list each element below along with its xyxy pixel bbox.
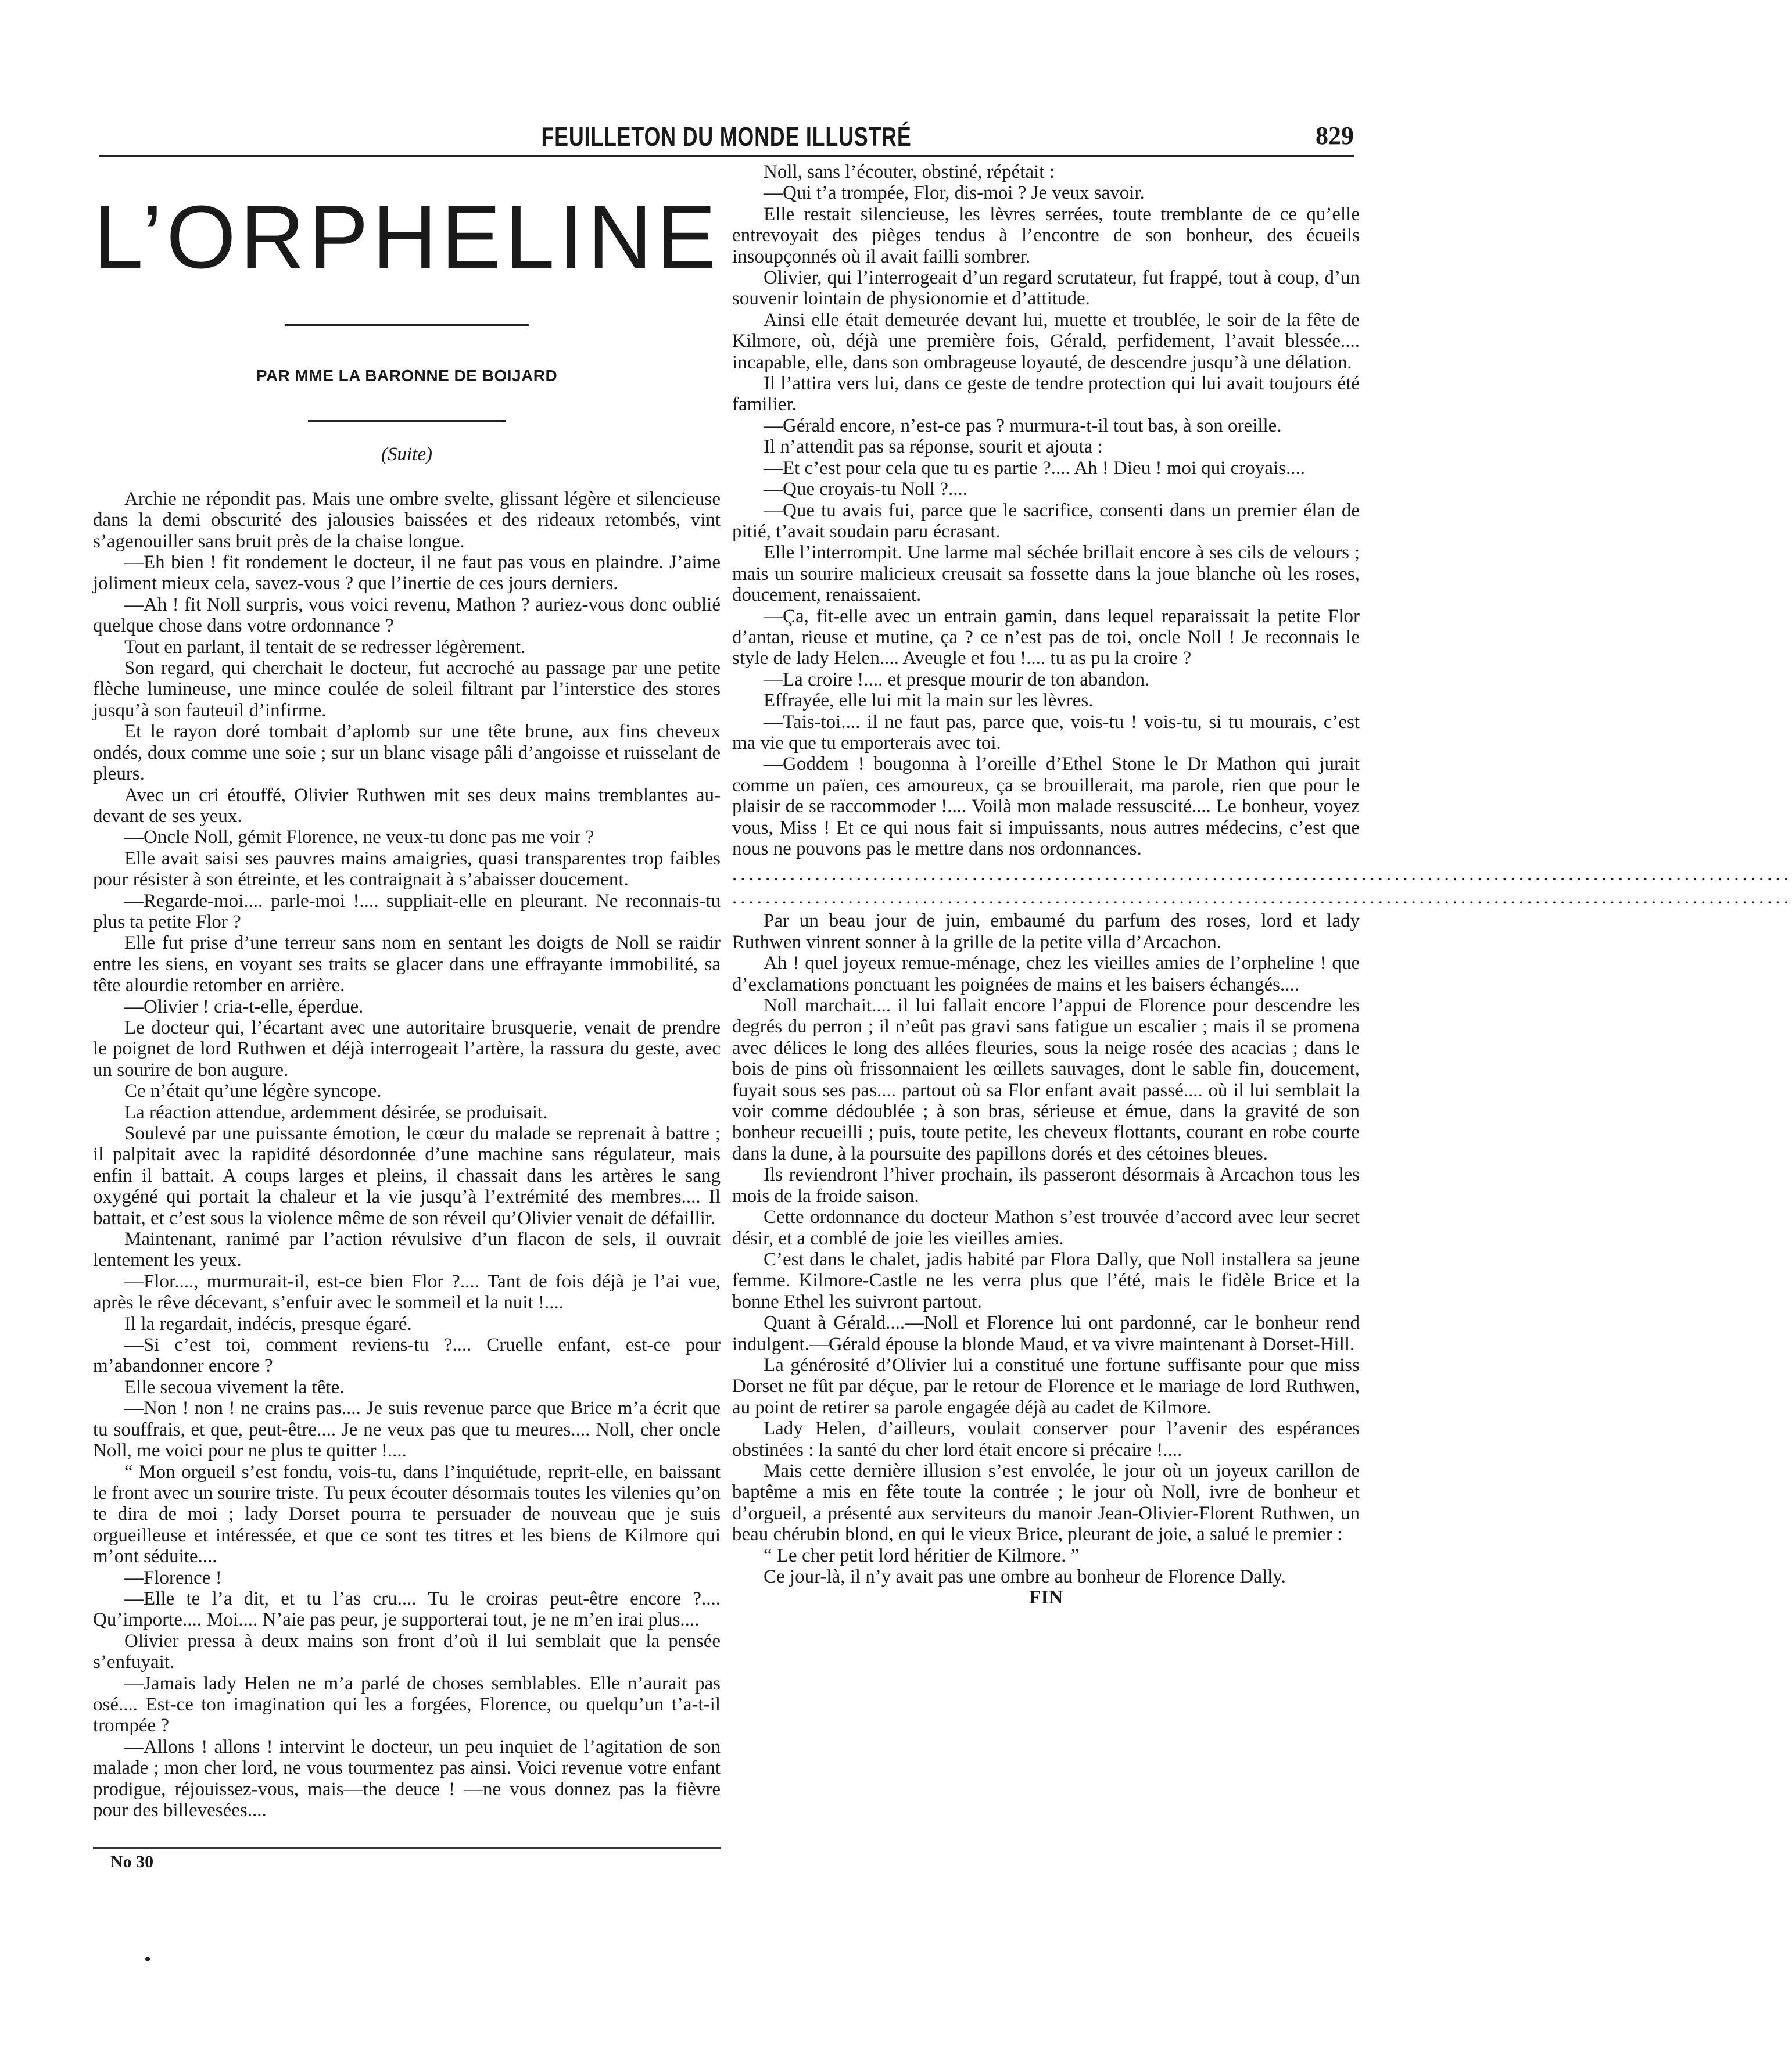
paragraph: La générosité d’Olivier lui a constitué une fortune suffisante pour que miss Dorset ne fût par déçue, par le retour de Florence et le mariage de lord Ruthwen, au point de retirer sa parole engagée déjà au cadet de Kilmore.: [732, 1354, 1360, 1418]
paragraph: Quant à Gérald....—Noll et Florence lui ont pardonné, car le bonheur rend indulgent.—Gérald épouse la blonde Maud, et va vivre maintenant à Dorset-Hill.: [732, 1312, 1360, 1355]
paragraph: “ Le cher petit lord héritier de Kilmore. ”: [764, 1545, 1080, 1566]
paragraph: —Qui t’a trompée, Flor, dis-moi ? Je veux savoir.: [764, 182, 1145, 204]
paragraph: Et le rayon doré tombait d’aplomb sur une tête brune, aux fins cheveux ondés, doux comme une soie ; sur un blanc visage pâli d’angoisse et ruisselant de pleurs.: [93, 721, 721, 785]
paragraph: Effrayée, elle lui mit la main sur les lèvres.: [764, 690, 1094, 712]
paragraph: Elle fut prise d’une terreur sans nom en sentant les doigts de Noll se raidir entre les siens, en voyant ses traits se glacer dans une effrayante immobilité, sa tête alourdie retomber en arrière.: [93, 932, 721, 996]
section-break-dots: ................................................................................................................................: [732, 864, 1792, 885]
paragraph: Soulevé par une puissante émotion, le cœur du malade se reprenait à battre ; il palpitait avec la rapidité désordonnée d’une machine sans régulateur, mais enfin il battait. A coups larges et pleins, il chassait dans les artères le sang oxygéné qui portait la chaleur et la vie jusqu’à l’extrémité des membres.... Il battait, et c’est sous la violence même de son réveil qu’Olivier venait de défaillir.: [93, 1123, 721, 1229]
paragraph: “ Mon orgueil s’est fondu, vois-tu, dans l’inquiétude, reprit-elle, en baissant le front avec un sourire triste. Tu peux écouter désormais toutes les vilenies qu’on te dira de moi ; lady Dorset pourra te persuader de nouveau que je suis orgueilleuse et intéressée, et que ce sont tes titres et les biens de Kilmore qui m’ont séduite....: [93, 1461, 721, 1567]
paragraph: Noll marchait.... il lui fallait encore l’appui de Florence pour descendre les degrés du perron ; il n’eût pas gravi sans fatigue un escalier ; mais il se promena avec délices le long des allées fleuries, sous la neige rosée des acacias ; dans le bois de pins où frissonnaient les œillets sauvages, dont le sable fin, doucement, fuyait sous ses pas.... partout où sa Flor enfant avait passé.... où il lui semblait la voir comme dédoublée ; à son bras, sérieuse et émue, dans la gravité de son bonheur recueilli ; puis, toute petite, les cheveux flottants, courant en robe courte dans la dune, à la poursuite des papillons dorés et des cétoines bleues.: [732, 995, 1360, 1164]
ink-speck: [145, 1957, 150, 1961]
paragraph: Elle restait silencieuse, les lèvres serrées, toute tremblante de ce qu’elle entrevoyait des pièges tendus à l’encontre de son bonheur, des écueils insoupçonnés où il avait failli sombrer.: [732, 203, 1360, 267]
continued-label: (Suite): [381, 444, 432, 465]
story-title: L’ORPHELINE: [93, 187, 721, 287]
running-title: FEUILLETON DU MONDE ILLUSTRÉ: [541, 121, 912, 152]
paragraph: Il l’attira vers lui, dans ce geste de tendre protection qui lui avait toujours été familier.: [732, 373, 1360, 415]
issue-number: No 30: [110, 1852, 154, 1871]
footer-rule: [93, 1847, 721, 1849]
paragraph: Olivier pressa à deux mains son front d’où il lui semblait que la pensée s’enfuyait.: [93, 1630, 721, 1673]
paragraph: —Olivier ! cria-t-elle, éperdue.: [124, 996, 364, 1017]
paragraph: Maintenant, ranimé par l’action révulsive d’un flacon de sels, il ouvrait lentement les yeux.: [93, 1229, 721, 1271]
paragraph: —Que croyais-tu Noll ?....: [764, 479, 967, 500]
paragraph: Le docteur qui, l’écartant avec une autoritaire brusquerie, venait de prendre le poignet de lord Ruthwen et déjà interrogeait l’artère, la rassura du geste, avec un sourire de bon augure.: [93, 1017, 721, 1081]
paragraph: Ce jour-là, il n’y avait pas une ombre au bonheur de Florence Dally.: [764, 1566, 1286, 1587]
paragraph: Mais cette dernière illusion s’est envolée, le jour où un joyeux carillon de baptême a mis en fête toute la contrée ; le jour où Noll, ivre de bonheur et d’orgueil, a présenté aux serviteurs du manoir Jean-Olivier-Florent Ruthwen, un beau chérubin blond, en qui le vieux Brice, pleurant de joie, a salué le premier :: [732, 1460, 1360, 1545]
paragraph: Olivier, qui l’interrogeait d’un regard scrutateur, fut frappé, tout à coup, d’un souvenir lointain de physionomie et d’attitude.: [732, 267, 1360, 310]
byline-divider: [308, 420, 506, 422]
end-mark: FIN: [1028, 1587, 1063, 1609]
paragraph: Archie ne répondit pas. Mais une ombre svelte, glissant légère et silencieuse dans la demi obscurité des jalousies baissées et des rideaux retombés, vint s’agenouiller sans bruit près de la chaise longue.: [93, 488, 721, 552]
paragraph: —Goddem ! bougonna à l’oreille d’Ethel Stone le Dr Mathon qui jurait comme un païen, ces amoureux, ça se brouillerait, ma parole, rien que pour le plaisir de se raccommoder !.... Voilà mon malade ressuscité.... Le bonheur, voyez vous, Miss ! Et ce qui nous fait si impuissants, nous autres médecins, c’est que nous ne pouvons pas le mettre dans nos ordonnances.: [732, 754, 1360, 859]
paragraph: —Allons ! allons ! intervint le docteur, un peu inquiet de l’agitation de son malade ; mon cher lord, ne vous tourmentez pas ainsi. Voici revenue votre enfant prodigue, réjouissez-vous, mais—the deuce ! —ne vous donnez pas la fièvre pour des billevesées....: [93, 1736, 721, 1821]
paragraph: Il n’attendit pas sa réponse, sourit et ajouta :: [764, 436, 1103, 458]
paragraph: —Si c’est toi, comment reviens-tu ?.... Cruelle enfant, est-ce pour m’abandonner encore ?: [93, 1334, 721, 1377]
paragraph: —Tais-toi.... il ne faut pas, parce que, vois-tu ! vois-tu, si tu mourais, c’est ma vie que tu emporterais avec toi.: [732, 711, 1360, 754]
paragraph: Lady Helen, d’ailleurs, voulait conserver pour l’avenir des espérances obstinées : la santé du cher lord était encore si précaire !....: [732, 1418, 1360, 1461]
paragraph: Elle avait saisi ses pauvres mains amaigries, quasi transparentes trop faibles pour résister à son étreinte, et les contraignait à s’abaisser doucement.: [93, 848, 721, 891]
paragraph: Il la regardait, indécis, presque égaré.: [124, 1313, 412, 1334]
paragraph: —Oncle Noll, gémit Florence, ne veux-tu donc pas me voir ?: [124, 827, 594, 848]
paragraph: Son regard, qui cherchait le docteur, fut accroché au passage par une petite flèche lumineuse, une mince coulée de soleil filtrant par l’interstice des stores jusqu’à son fauteuil d’infirme.: [93, 658, 721, 721]
paragraph: —Gérald encore, n’est-ce pas ? murmura-t-il tout bas, à son oreille.: [764, 415, 1282, 436]
paragraph: Ils reviendront l’hiver prochain, ils passeront désormais à Arcachon tous les mois de la froide saison.: [732, 1164, 1360, 1207]
paragraph: —Et c’est pour cela que tu es partie ?.... Ah ! Dieu ! moi qui croyais....: [764, 457, 1305, 479]
paragraph: Avec un cri étouffé, Olivier Ruthwen mit ses deux mains tremblantes au-devant de ses yeux.: [93, 784, 721, 827]
right-column: [732, 162, 1792, 1609]
header-rule: [99, 155, 1354, 157]
left-column: [93, 162, 721, 1821]
paragraph: —Florence !: [124, 1567, 222, 1588]
byline: PAR MME LA BARONNE DE BOIJARD: [256, 367, 558, 385]
right-paragraphs-before-break: [732, 162, 1360, 859]
paragraph: —Regarde-moi.... parle-moi !.... suppliait-elle en pleurant. Ne reconnais-tu plus ta petite Flor ?: [93, 890, 721, 932]
title-divider: [285, 324, 529, 326]
paragraph: —Que tu avais fui, parce que le sacrifice, consenti dans un premier élan de pitié, t’avait soudain paru écrasant.: [732, 500, 1360, 542]
paragraph: —Non ! non ! ne crains pas.... Je suis revenue parce que Brice m’a écrit que tu souffrais, et que, peut-être.... Je ne veux pas que tu meures.... Noll, cher oncle Noll, me voici pour ne plus te quitter !....: [93, 1398, 721, 1462]
paragraph: Cette ordonnance du docteur Mathon s’est trouvée d’accord avec leur secret désir, et a comblé de joie les vieilles amies.: [732, 1207, 1360, 1249]
section-break-dots: ................................................................................................................................: [732, 887, 1792, 909]
paragraph: Ainsi elle était demeurée devant lui, muette et troublée, le soir de la fête de Kilmore, où, déjà une première fois, Gérald, perfidement, l’avait blessée.... incapable, elle, dans son ombrageuse loyauté, de descendre jusqu’à une délation.: [732, 309, 1360, 373]
paragraph: —Elle te l’a dit, et tu l’as cru.... Tu le croiras peut-être encore ?.... Qu’importe.... Moi.... N’aie pas peur, je supporterai tout, je ne m’en irai plus....: [93, 1588, 721, 1631]
paragraph: C’est dans le chalet, jadis habité par Flora Dally, que Noll installera sa jeune femme. Kilmore-Castle ne les verra plus que l’été, mais le fidèle Brice et la bonne Ethel les suivront partout.: [732, 1248, 1360, 1312]
paragraph: Elle secoua vivement la tête.: [124, 1376, 345, 1398]
paragraph: Ce n’était qu’une légère syncope.: [124, 1081, 382, 1102]
running-header: [99, 121, 1354, 159]
paragraph: Tout en parlant, il tentait de se redresser légèrement.: [124, 636, 526, 658]
paragraph: —Ah ! fit Noll surpris, vous voici revenu, Mathon ? auriez-vous donc oublié quelque chose dans votre ordonnance ?: [93, 594, 721, 637]
paragraph: —Flor...., murmurait-il, est-ce bien Flor ?.... Tant de fois déjà je l’ai vue, après le rêve décevant, s’enfuir avec le sommeil et la nuit !....: [93, 1271, 721, 1314]
paragraph: Par un beau jour de juin, embaumé du parfum des roses, lord et lady Ruthwen vinrent sonner à la grille de la petite villa d’Arcachon.: [732, 910, 1360, 953]
right-paragraphs-after-break: [732, 910, 1360, 1587]
paragraph: Ah ! quel joyeux remue-ménage, chez les vieilles amies de l’orpheline ! que d’exclamations ponctuant les poignées de mains et les baisers échangés....: [732, 953, 1360, 995]
paragraph: —Jamais lady Helen ne m’a parlé de choses semblables. Elle n’aurait pas osé.... Est-ce ton imagination qui les a forgées, Florence, ou quelqu’un t’a-t-il trompée ?: [93, 1673, 721, 1736]
paragraph: —La croire !.... et presque mourir de ton abandon.: [764, 669, 1150, 690]
paragraph: La réaction attendue, ardemment désirée, se produisait.: [124, 1102, 548, 1123]
paragraph: —Eh bien ! fit rondement le docteur, il ne faut pas vous en plaindre. J’aime joliment mieux cela, savez-vous ? que l’inertie de ces jours derniers.: [93, 552, 721, 594]
left-paragraphs: [93, 489, 721, 1821]
paragraph: Noll, sans l’écouter, obstiné, répétait :: [764, 162, 1055, 182]
paragraph: —Ça, fit-elle avec un entrain gamin, dans lequel reparaissait la petite Flor d’antan, rieuse et mutine, ça ? ce n’est pas de toi, oncle Noll ! Je reconnais le style de lady Helen.... Aveugle et fou !.... tu as pu la croire ?: [732, 605, 1360, 669]
paragraph: Elle l’interrompit. Une larme mal séchée brillait encore à ses cils de velours ; mais un sourire malicieux creusait sa fossette dans la joue blanche où les roses, doucement, renaissaient.: [732, 542, 1360, 606]
page-number: 829: [1316, 121, 1354, 150]
